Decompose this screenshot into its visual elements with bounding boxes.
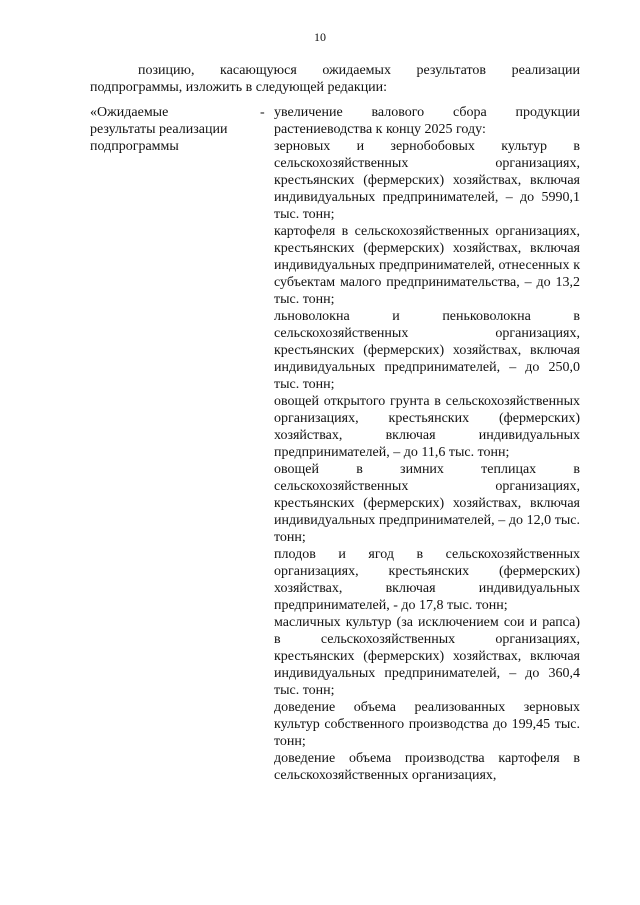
intro-paragraph	[90, 62, 580, 96]
paragraph: плодов и ягод в сельскохозяйственных организациях, крестьянских (фермерских) хозяйствах, включая индивидуальных предпринимателей, - до 17,8 тыс. тонн;	[274, 547, 580, 613]
left-column-line: «Ожидаемые	[90, 105, 169, 120]
dash-separator: -	[260, 105, 265, 120]
left-column	[90, 104, 260, 784]
paragraph: льноволокна и пеньковолокна в сельскохозяйственных организациях, крестьянских (фермерских) хозяйствах, включая индивидуальных предпринимателей, – до 250,0 тыс. тонн;	[274, 309, 580, 392]
paragraph: зерновых и зернобобовых культур в сельскохозяйственных организациях, крестьянских (фермерских) хозяйствах, включая индивидуальных предпринимателей, – до 5990,1 тыс. тонн;	[274, 139, 580, 222]
content-table	[90, 104, 580, 784]
paragraph: увеличение валового сбора продукции растениеводства к концу 2025 году:	[274, 105, 580, 137]
paragraph: доведение объема реализованных зерновых культур собственного производства до 199,45 тыс. тонн;	[274, 700, 580, 749]
paragraph: картофеля в сельскохозяйственных организациях, крестьянских (фермерских) хозяйствах, включая индивидуальных предпринимателей, отнесенных к субъектам малого предпринимательства, – до 13,2 тыс. тонн;	[274, 224, 580, 307]
paragraph: овощей в зимних теплицах в сельскохозяйственных организациях, крестьянских (фермерских) хозяйствах, включая индивидуальных предпринимателей, – до 12,0 тыс. тонн;	[274, 462, 580, 545]
intro-line-1: позицию, касающуюся ожидаемых результатов реализации	[138, 63, 580, 78]
paragraph: овощей открытого грунта в сельскохозяйственных организациях, крестьянских (фермерских) хозяйствах, включая индивидуальных предпринимателей, – до 11,6 тыс. тонн;	[274, 394, 580, 460]
intro-line-2: подпрограммы, изложить в следующей редакции:	[90, 80, 388, 95]
left-column-line: подпрограммы	[90, 139, 179, 154]
right-column	[274, 104, 580, 784]
left-column-line: результаты реализации	[90, 122, 228, 137]
page-number: 10	[314, 30, 326, 44]
paragraph: масличных культур (за исключением сои и рапса) в сельскохозяйственных организациях, крестьянских (фермерских) хозяйствах, включая индивидуальных предпринимателей, – до 360,4 тыс. тонн;	[274, 615, 580, 698]
paragraph: доведение объема производства картофеля в сельскохозяйственных организациях,	[274, 751, 580, 783]
